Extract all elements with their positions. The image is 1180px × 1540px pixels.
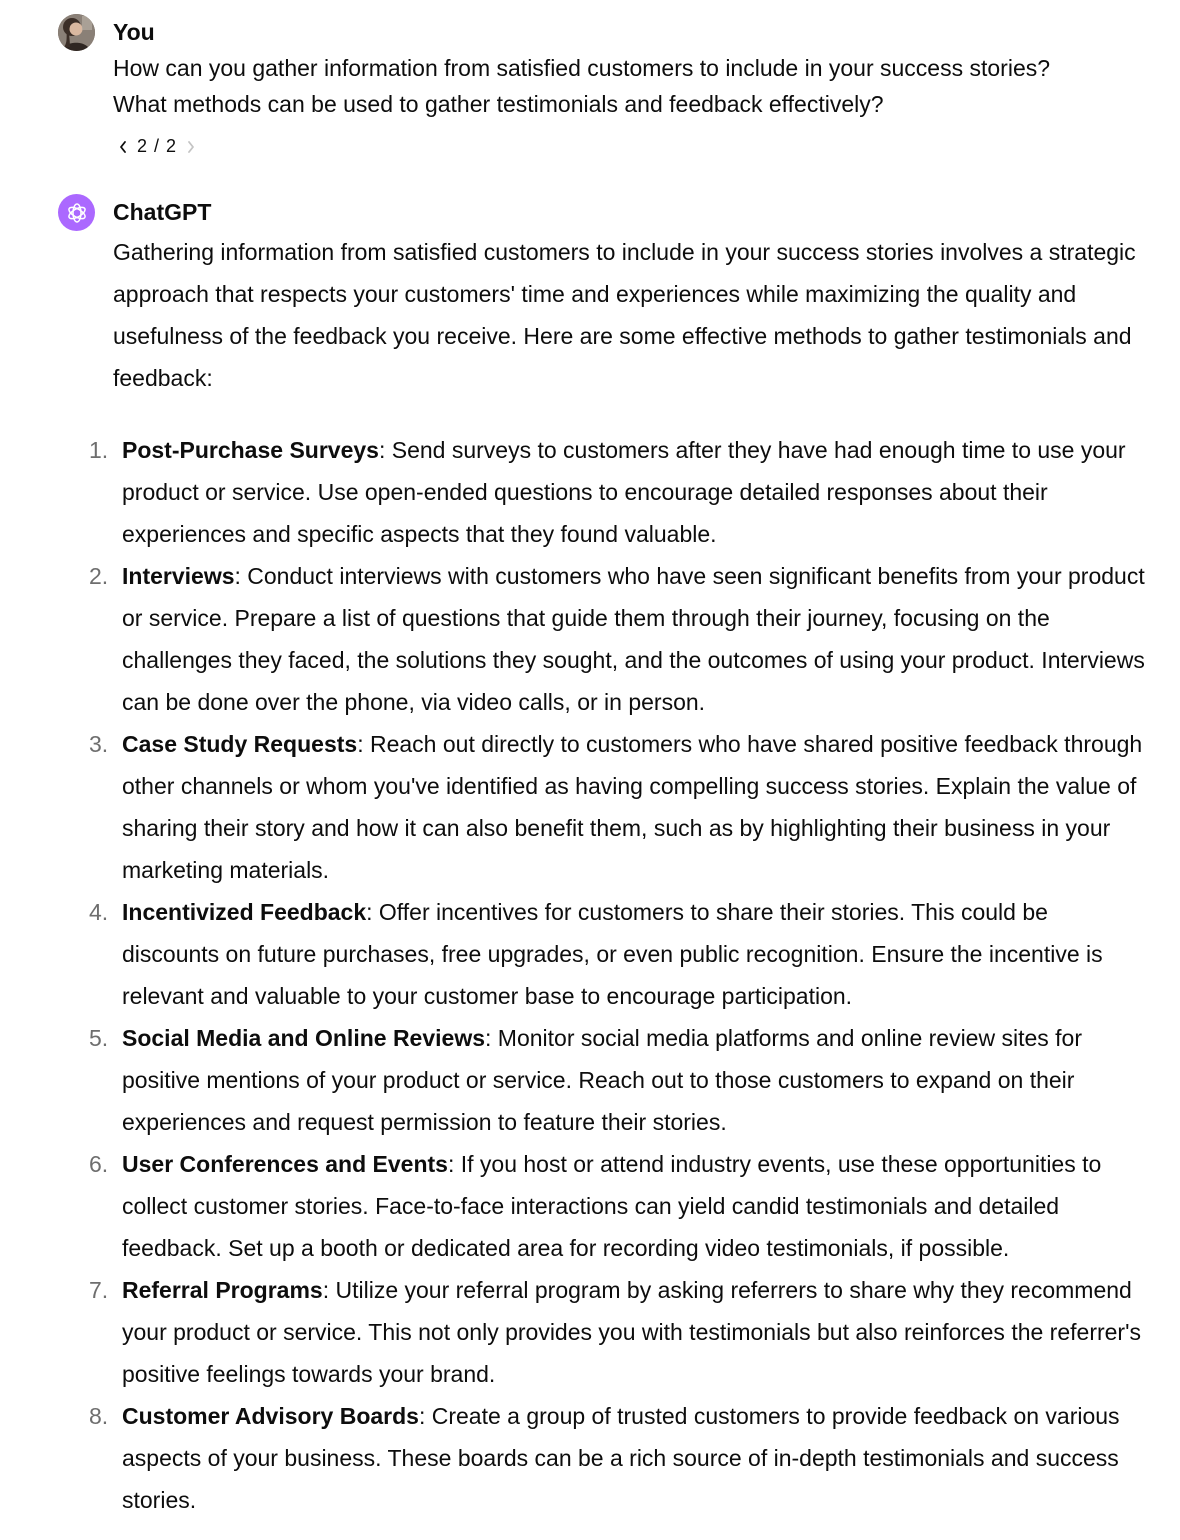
list-item (89, 555, 1150, 723)
chevron-left-icon[interactable] (115, 137, 131, 157)
response-pager (115, 136, 199, 157)
user-message-line: How can you gather information from satisfied customers to include in your success stories? (113, 55, 1051, 81)
list-item (89, 891, 1150, 1017)
assistant-avatar (58, 194, 95, 231)
user-photo-icon (58, 14, 95, 51)
list-item (89, 1395, 1150, 1521)
list-number: 3. (89, 731, 109, 757)
list-number: 4. (89, 899, 109, 925)
list-item-text: : Reach out directly to customers who have shared positive feedback through other channels or whom you've identified as having compelling success stories. Explain the value of sharing their story and how it can also benefit them, such as by highlighting their business in your marketing materials. (122, 731, 1143, 883)
list-item-text: : Monitor social media platforms and online review sites for positive mentions of your product or service. Reach out to those customers to expand on their experiences and request permission to feature their stories. (122, 1025, 1082, 1135)
list-number: 8. (89, 1403, 109, 1429)
assistant-message-body (89, 231, 1145, 1521)
list-item-title: Social Media and Online Reviews (122, 1025, 486, 1051)
list-item-text: : If you host or attend industry events, use these opportunities to collect customer stories. Face-to-face interactions can yield candid testimonials and detailed feedback. Set up a booth or dedicated area for recording video testimonials, if possible. (122, 1151, 1102, 1261)
list-item-title: Customer Advisory Boards (122, 1403, 419, 1429)
user-avatar (58, 14, 95, 51)
list-number: 1. (89, 437, 109, 463)
list-item (89, 1143, 1150, 1269)
list-item-text: : Conduct interviews with customers who have seen significant benefits from your product or service. Prepare a list of questions that guide them through their journey, focusing on the challenges they faced, the solutions they sought, and the outcomes of using your product. Interviews can be done over the phone, via video calls, or in person. (122, 563, 1145, 715)
assistant-intro: Gathering information from satisfied customers to include in your success stories involves a strategic approach that respects your customers' time and experiences while maximizing the quality and usefulness of the feedback you receive. Here are some effective methods to gather testimonials and feedback: (113, 239, 1136, 391)
list-number: 7. (89, 1277, 109, 1303)
list-item-text: : Send surveys to customers after they have had enough time to use your product or service. Use open-ended questions to encourage detailed responses about their experiences and specific aspects that they found valuable. (122, 437, 1126, 547)
list-item (89, 1269, 1150, 1395)
openai-logo-icon (65, 201, 89, 225)
list-item-title: Post-Purchase Surveys (122, 437, 379, 463)
pager-count: 2 / 2 (137, 136, 178, 156)
user-message-text (113, 50, 1153, 122)
user-sender-name: You (113, 19, 155, 45)
list-number: 6. (89, 1151, 109, 1177)
list-item-title: Referral Programs (122, 1277, 323, 1303)
chevron-right-icon (183, 137, 199, 157)
list-number: 5. (89, 1025, 109, 1051)
list-item-title: Interviews (122, 563, 235, 589)
list-item-text: : Utilize your referral program by asking referrers to share why they recommend your product or service. This not only provides you with testimonials but also reinforces the referrer's positive feelings towards your brand. (122, 1277, 1141, 1387)
list-item-title: User Conferences and Events (122, 1151, 448, 1177)
assistant-sender-name: ChatGPT (113, 199, 212, 225)
list-number: 2. (89, 563, 109, 589)
methods-list (89, 429, 1145, 1521)
list-item-text: : Offer incentives for customers to share their stories. This could be discounts on future purchases, free upgrades, or even public recognition. Ensure the incentive is relevant and valuable to your customer base to encourage participation. (122, 899, 1103, 1009)
list-item-title: Incentivized Feedback (122, 899, 367, 925)
list-item (89, 429, 1150, 555)
user-message-line: What methods can be used to gather testimonials and feedback effectively? (113, 91, 884, 117)
list-item-text: : Create a group of trusted customers to provide feedback on various aspects of your business. These boards can be a rich source of in-depth testimonials and success stories. (122, 1403, 1120, 1513)
list-item-title: Case Study Requests (122, 731, 358, 757)
list-item (89, 1017, 1150, 1143)
list-item (89, 723, 1150, 891)
